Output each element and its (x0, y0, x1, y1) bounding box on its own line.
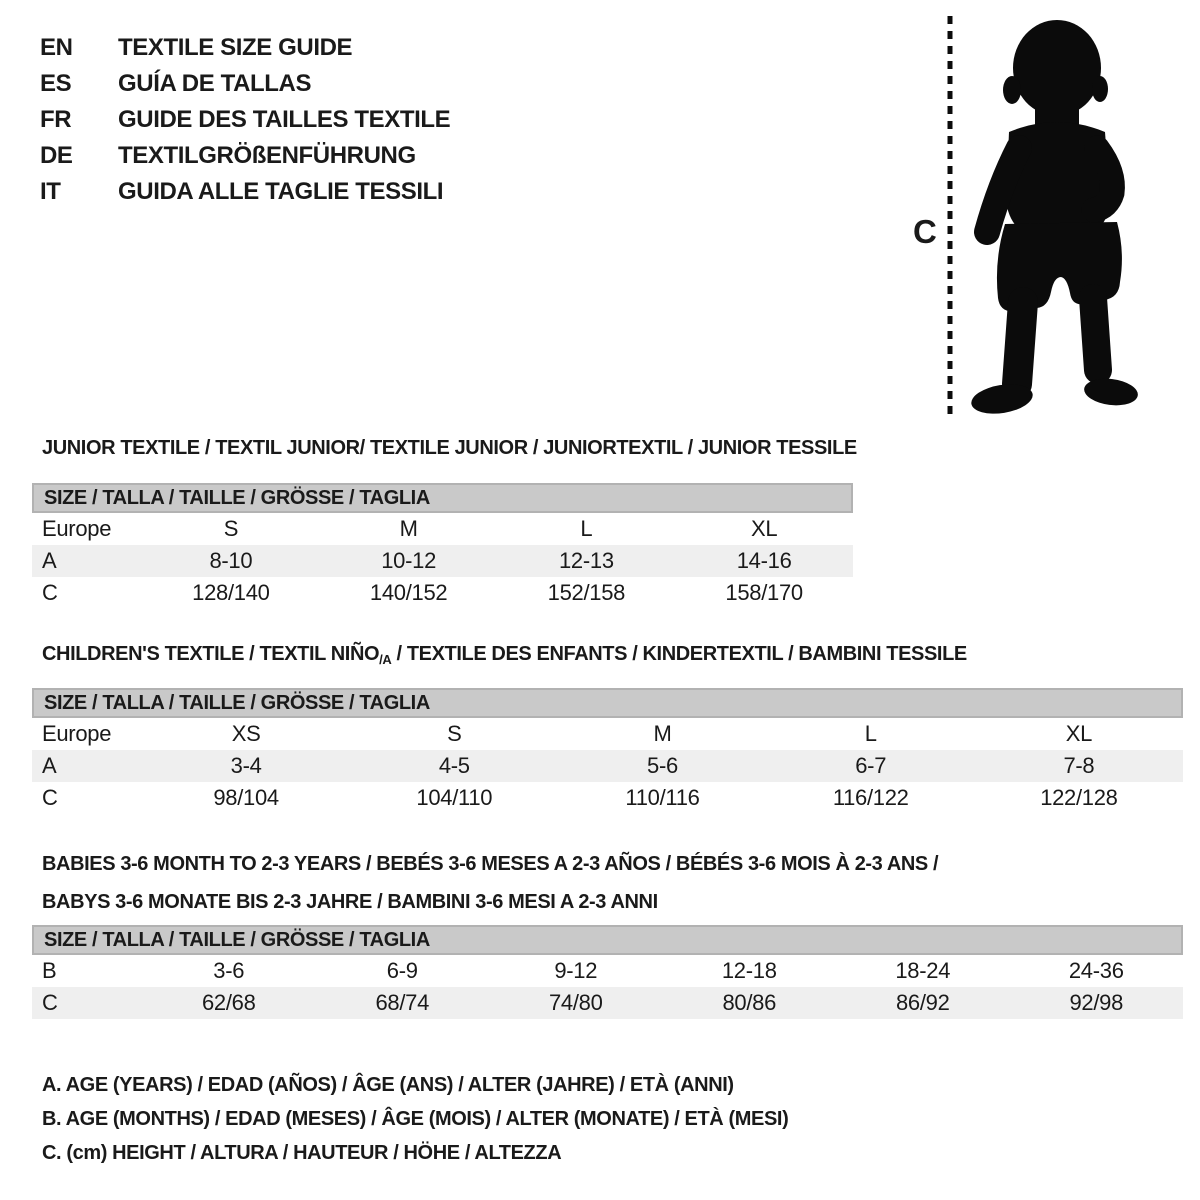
height-cell: 152/158 (547, 580, 626, 605)
language-label: GUIDA ALLE TAGLIE TESSILI (118, 178, 444, 205)
age-cell: 7-8 (1063, 753, 1095, 778)
size-cell: M (653, 721, 672, 746)
height-cell: 98/104 (213, 785, 279, 810)
language-label: TEXTILE SIZE GUIDE (118, 34, 353, 61)
height-cell: 80/86 (722, 990, 777, 1015)
height-cell: 128/140 (192, 580, 270, 605)
table-row-europe (32, 718, 1183, 750)
months-cell: 24-36 (1068, 958, 1124, 983)
language-code: DE (40, 142, 73, 169)
age-cell: 10-12 (381, 548, 437, 573)
language-label: TEXTILGRÖßENFÜHRUNG (118, 142, 416, 169)
babies-size-table (32, 925, 1183, 1019)
size-cell: S (447, 721, 462, 746)
table-row-height (32, 577, 853, 609)
children-size-table (32, 688, 1183, 814)
age-cell: 12-13 (558, 548, 614, 573)
size-cell: XL (1065, 721, 1093, 746)
row-label: B (42, 958, 57, 983)
language-label: GUIDE DES TAILLES TEXTILE (118, 106, 451, 133)
row-label: A (42, 548, 57, 573)
table-row-months (32, 955, 1183, 987)
age-cell: 14-16 (736, 548, 792, 573)
age-cell: 6-7 (855, 753, 887, 778)
children-title-pre: CHILDREN'S TEXTILE / TEXTIL NIÑO (42, 643, 380, 665)
language-label: GUÍA DE TALLAS (118, 70, 312, 97)
row-label: C (42, 785, 58, 810)
age-cell: 5-6 (647, 753, 678, 778)
size-cell: L (580, 516, 593, 541)
children-title-post: / TEXTILE DES ENFANTS / KINDERTEXTIL / BAMBINI TESSILE (391, 643, 967, 665)
language-header (40, 30, 450, 210)
row-label: C (42, 990, 58, 1015)
language-code: ES (40, 70, 72, 97)
language-code: IT (40, 178, 61, 205)
row-label: Europe (42, 516, 112, 541)
months-cell: 3-6 (213, 958, 245, 983)
size-header-bar: SIZE / TALLA / TAILLE / GRÖSSE / TAGLIA (32, 925, 1183, 955)
table-row-age (32, 545, 853, 577)
junior-size-table (32, 483, 853, 609)
size-header-bar: SIZE / TALLA / TAILLE / GRÖSSE / TAGLIA (32, 483, 853, 513)
legend-height-cm: C. (cm) HEIGHT / ALTURA / HAUTEUR / HÖHE / ALTEZZA (42, 1142, 562, 1164)
months-cell: 12-18 (721, 958, 777, 983)
row-label: Europe (42, 721, 112, 746)
language-row-it (40, 174, 450, 210)
babies-title-line1: BABIES 3-6 MONTH TO 2-3 YEARS / BEBÉS 3-6 MESES A 2-3 AÑOS / BÉBÉS 3-6 MOIS À 2-3 ANS / (42, 853, 939, 875)
children-section-title (42, 642, 967, 672)
table-row-europe (32, 513, 853, 545)
language-row-en (40, 30, 450, 66)
table-row-height (32, 987, 1183, 1019)
row-label: A (42, 753, 57, 778)
size-cell: S (223, 516, 239, 541)
height-cell: 158/170 (725, 580, 803, 605)
size-header-bar: SIZE / TALLA / TAILLE / GRÖSSE / TAGLIA (32, 688, 1183, 718)
height-cell: 116/122 (832, 785, 909, 810)
language-code: FR (40, 106, 72, 133)
age-cell: 3-4 (230, 753, 262, 778)
language-row-es (40, 66, 450, 102)
junior-section-title: JUNIOR TEXTILE / TEXTIL JUNIOR/ TEXTILE JUNIOR / JUNIORTEXTIL / JUNIOR TESSILE (42, 437, 857, 459)
age-cell: 4-5 (438, 753, 470, 778)
children-title-sub: /A (379, 652, 392, 667)
height-cell: 92/98 (1069, 990, 1124, 1015)
table-row-height (32, 782, 1183, 814)
height-cell: 86/92 (895, 990, 950, 1015)
babies-title-line2: BABYS 3-6 MONATE BIS 2-3 JAHRE / BAMBINI 3-6 MESI A 2-3 ANNI (42, 891, 658, 913)
legend-age-years: A. AGE (YEARS) / EDAD (AÑOS) / ÂGE (ANS) / ALTER (JAHRE) / ETÀ (ANNI) (42, 1074, 734, 1096)
toddler-silhouette-icon (969, 20, 1139, 418)
babies-section-title (42, 845, 938, 921)
months-cell: 6-9 (386, 958, 418, 983)
language-row-de (40, 138, 450, 174)
measure-label: C (913, 213, 937, 250)
table-row-age (32, 750, 1183, 782)
measurement-legend (42, 1068, 788, 1170)
height-measure-figure (890, 0, 1200, 430)
language-code: EN (40, 34, 73, 61)
size-cell: XS (231, 721, 261, 746)
height-cell: 62/68 (201, 990, 256, 1015)
age-cell: 8-10 (209, 548, 253, 573)
size-cell: M (399, 516, 418, 541)
size-cell: XL (750, 516, 778, 541)
months-cell: 18-24 (895, 958, 951, 983)
months-cell: 9-12 (554, 958, 598, 983)
height-cell: 140/152 (369, 580, 448, 605)
size-cell: L (864, 721, 877, 746)
height-cell: 110/116 (625, 785, 700, 810)
row-label: C (42, 580, 58, 605)
height-cell: 68/74 (375, 990, 430, 1015)
height-cell: 74/80 (548, 990, 603, 1015)
height-cell: 122/128 (1040, 785, 1118, 810)
height-cell: 104/110 (416, 785, 493, 810)
legend-age-months: B. AGE (MONTHS) / EDAD (MESES) / ÂGE (MOIS) / ALTER (MONATE) / ETÀ (MESI) (42, 1108, 789, 1130)
language-row-fr (40, 102, 450, 138)
